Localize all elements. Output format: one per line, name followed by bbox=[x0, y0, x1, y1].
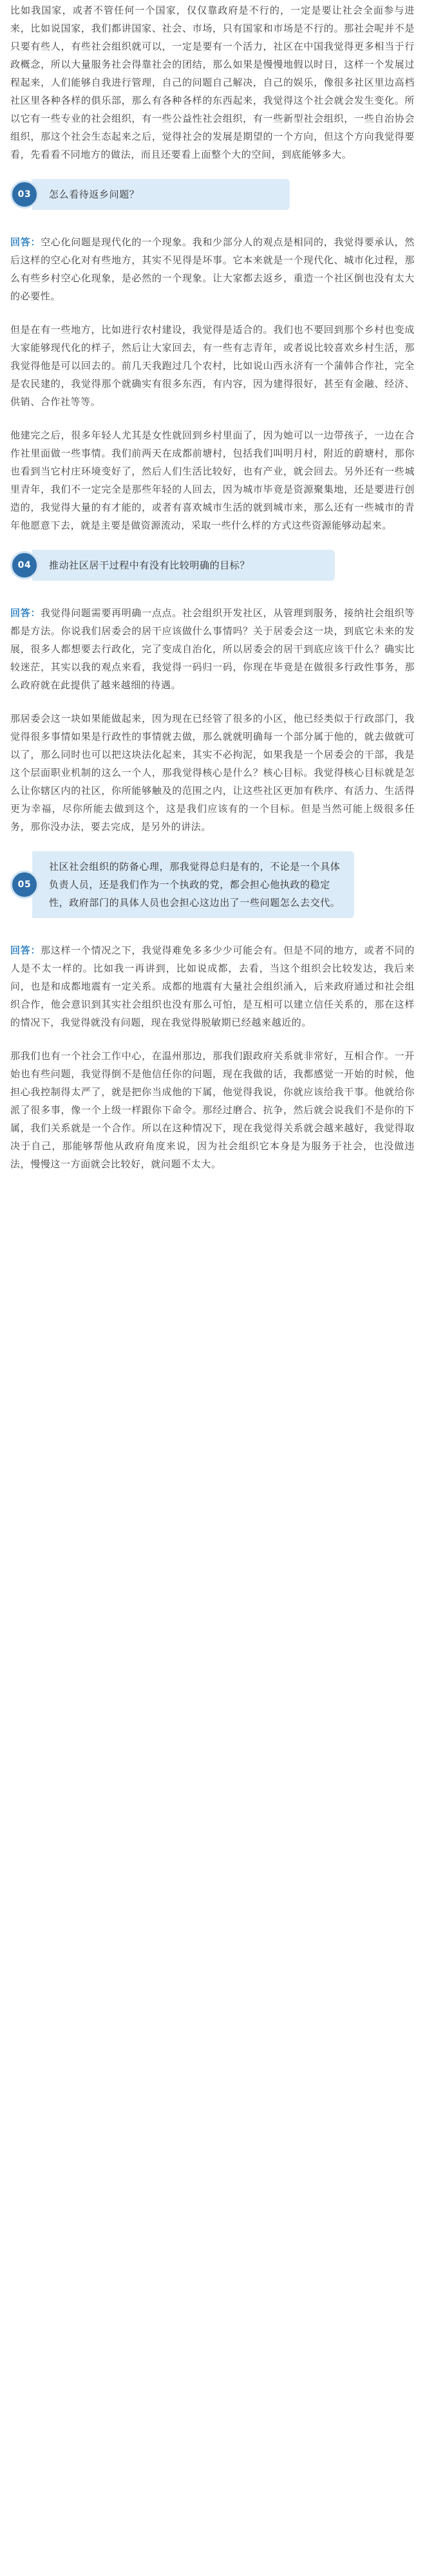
answer-label: 回答： bbox=[10, 607, 41, 619]
question-number-badge: 05 bbox=[10, 870, 39, 899]
question-number-badge: 04 bbox=[10, 551, 39, 579]
answer-label: 回答： bbox=[10, 236, 41, 248]
question-text: 推动社区居干过程中有没有比较明确的目标？ bbox=[32, 550, 335, 581]
intro-paragraph: 比如我国家，或者不管任何一个国家，仅仅靠政府是不行的，一定是要让社会全面参与进来，比如说国家，我们都讲国家、社会、市场，只有国家和市场是不行的。那社会呢并不是只要有些人，有些社会组织就可以，一定是要有一个活力，社区在中国我觉得更多相当于行政概念，所以大量服务社会得靠社会的团结，那么如果是慢慢地假以时日，这样一个发展过程起来，人们能够自我进行管理，自己的问题自己解决，自己的娱乐，像很多社区里边高档社区里各种各样的俱乐部，那么有各种各样的东西起来，我觉得这个社会就会发生变化。所以它有一些专业的社会组织，有一些公益性社会组织，有一些新型社会组织，一些自治协会组织，那这个社会生态起来之后，觉得社会的发展是期望的一个方向，但这个方向我觉得要看，先看看不同地方的做法，而且还要看上面整个大的空间，到底能够多大。 bbox=[10, 5, 415, 160]
question-03 bbox=[10, 179, 415, 210]
question-04 bbox=[10, 550, 415, 581]
question-text: 社区社会组织的防备心理，那我觉得总归是有的，不论是一个具体负责人员，还是我们作为一个执政的党，都会担心他执政的稳定性，政府部门的具体人员也会担心这边出了一些问题怎么去交代。 bbox=[32, 851, 354, 918]
question-text: 怎么看待返乡问题？ bbox=[32, 179, 290, 210]
answer-paragraph bbox=[10, 941, 415, 1031]
article bbox=[0, 0, 425, 1189]
question-number-badge: 03 bbox=[10, 180, 39, 209]
answer-paragraph: 但是在有一些地方，比如进行农村建设，我觉得是适合的。我们也不要回到那个乡村也变成大家能够现代化的样子，然后让大家回去，有一些有志青年，或者说比较喜欢乡村生活，那我觉得他是可以回去的。前几天我跑过几个农村，比如说山西永济有一个蒲韩合作社，完全是农民建的，我觉得那个就确实有很多东西，有内容，因为建得很好，甚至有金融、经济、供销、合作社等等。 bbox=[10, 324, 415, 408]
answer-paragraph: 他建完之后，很多年轻人尤其是女性就回到乡村里面了，因为她可以一边带孩子，一边在合作社里面做一些事情。我们前两天在成都前塘村，包括我们叫明月村，附近的蔚塘村，那你也看到当它村庄环境变好了，然后人们生活比较好，也有产业，就会回去。另外还有一些城里青年，我们不一定完全是那些年轻的人回去，因为城市毕竟是资源聚集地，还是要进行创造的，我觉得大量的有才能的，或者有喜欢城市生活的就到城市来，那么还有一些城市的青年他愿意下去，就是主要是做资源流动，采取一些什么样的方式这些资源能够动起来。 bbox=[10, 429, 415, 531]
answer-paragraph: 那居委会这一块如果能做起来，因为现在已经管了很多的小区，他已经类似于行政部门，我觉得很多事情如果是行政性的事情就去做，那么就就明确每一个部分属于他的，就去做就可以了，那么同时也可以把这块法化起来，其实不必拘泥，如果我是一个居委会的干部，我是这个层面职业机制的这么一个人，那我觉得核心是什么？核心目标。我觉得核心目标就是怎么让你辖区内的社区，你所能够触及的范围之内，让这些社区更加有秩序、有活力、生活得更为幸福，尽你所能去做到这个，这是我们应该有的一个目标。但是当然可能上级很多任务，那你没办法，要去完成，是另外的讲法。 bbox=[10, 713, 415, 832]
question-05 bbox=[10, 851, 415, 918]
answer-text: 那这样一个情况之下，我觉得难免多多少少可能会有。但是不同的地方，或者不同的人是不太一样的。比如我一再讲到，比如说成都，去看，当这个组织会比较发达，我后来问，也是和成都地震有一定关系。成都的地震有大量社会组织涌入，后来政府通过和社会组织合作，他会意识到其实社会组织也没有那么可怕，是互相可以建立信任关系的，那在这样的情况下，我觉得就没有问题，现在我觉得脱敏期已经越来越近的。 bbox=[10, 945, 415, 1028]
answer-paragraph: 那我们也有一个社会工作中心，在温州那边，那我们跟政府关系就非常好，互相合作。一开始也有些问题，我觉得倒不是他信任你的问题，现在我做的话，我都感觉一开始的时候，他担心我控制得太严了，就是把你当成他的下属，他觉得我说，你就应该给我干事。他就给你派了很多事，像一个上级一样跟你下命令。那经过磨合、抗争，然后就会说我们不是你的下属，我们关系就是一个合作。所以在这种情况下，现在我觉得关系就会越来越好，我觉得取决于自己，那能够帮他从政府角度来说，因为社会组织它本身是为服务于社会，也没做违法，慢慢这一方面就会比较好，就问题不太大。 bbox=[10, 1050, 415, 1170]
answer-text: 空心化问题是现代化的一个现象。我和少部分人的观点是相同的，我觉得要承认，然后这样的空心化对有些地方，其实不见得是坏事。它本来就是一个现代化、城市化过程，那么有些乡村空心化现象，是必然的一个现象。让大家都去返乡，重造一个社区倒也没有太大的必要性。 bbox=[10, 236, 415, 302]
answer-label: 回答： bbox=[10, 945, 41, 956]
answer-text: 我觉得问题需要再明确一点点。社会组织开发社区，从管理到服务，接纳社会组织等都是方法。你说我们居委会的居干应该做什么事情吗？关于居委会这一块，到底它未来的发展，很多人都想要去行政化，完了变成自治化，所以居委会的居干到底应该干什么？确实比较迷茫，其实以我的观点来看，我觉得一码归一码，你现在毕竟是在做很多行政性事务，那么政府就在此提供了越来越细的待遇。 bbox=[10, 607, 415, 691]
answer-paragraph bbox=[10, 233, 415, 305]
answer-paragraph bbox=[10, 604, 415, 694]
